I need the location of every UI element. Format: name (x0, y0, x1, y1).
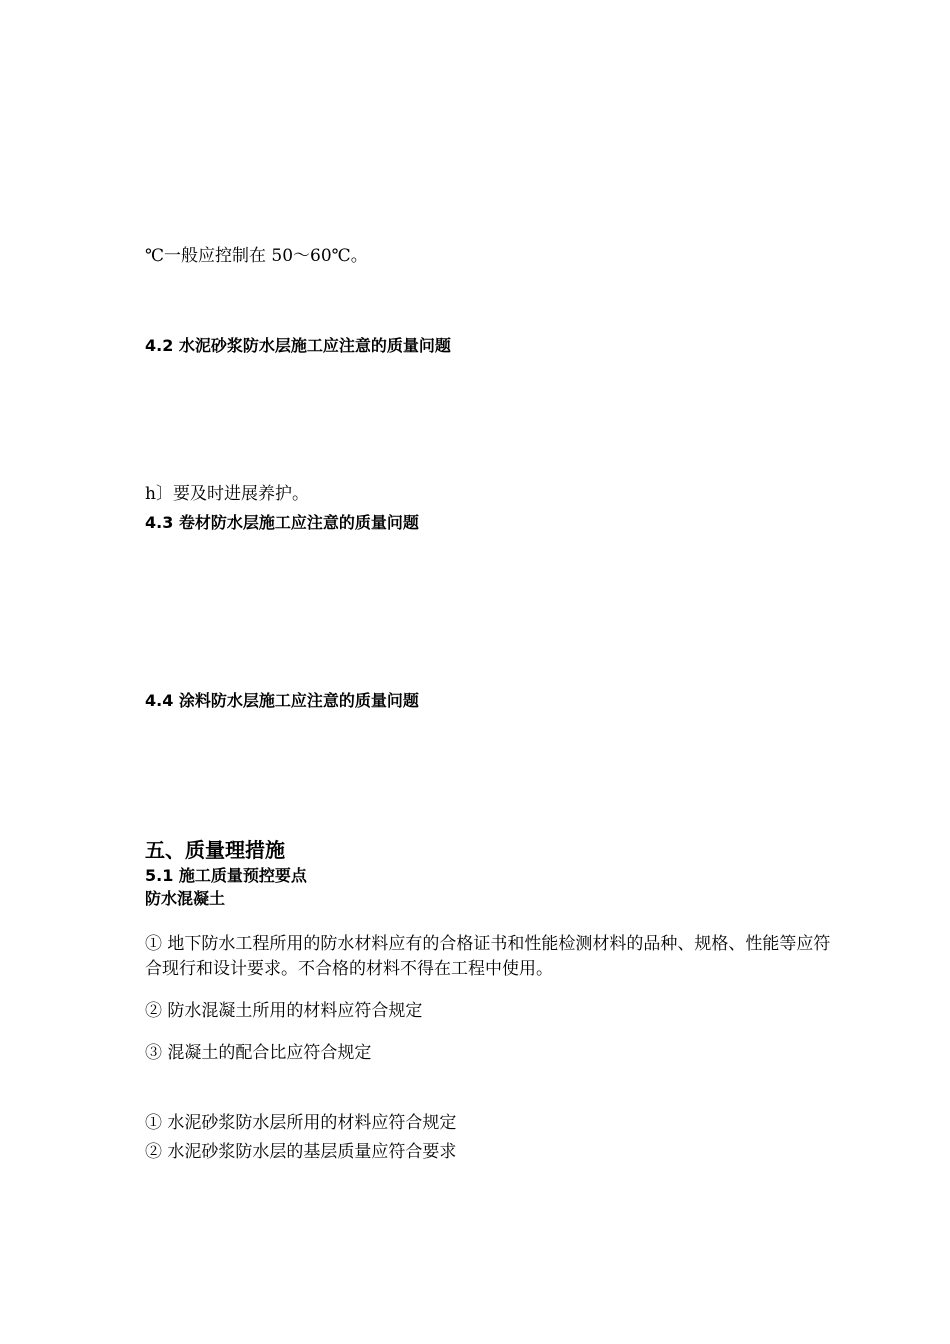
section-4-3-heading: 4.3 卷材防水层施工应注意的质量问题 (145, 513, 419, 532)
concrete-item-2: ② 防水混凝土所用的材料应符合规定 (145, 1001, 423, 1021)
section-5-1-heading: 5.1 施工质量预控要点 (145, 866, 307, 885)
item-h-text: h〕要及时进展养护。 (145, 484, 309, 504)
concrete-item-1: ① 地下防水工程所用的防水材料应有的合格证书和性能检测材料的品种、规格、性能等应符合现行和设计要求。不合格的材料不得在工程中使用。 (145, 934, 831, 979)
section-4-2-heading: 4.2 水泥砂浆防水层施工应注意的质量问题 (145, 336, 451, 355)
section-4-4-heading: 4.4 涂料防水层施工应注意的质量问题 (145, 691, 419, 710)
concrete-item-3: ③ 混凝土的配合比应符合规定 (145, 1043, 372, 1063)
temperature-control-text: ℃一般应控制在 50～60℃。 (145, 246, 368, 266)
mortar-item-1: ① 水泥砂浆防水层所用的材料应符合规定 (145, 1113, 457, 1133)
chapter-5-title: 五、质量理措施 (145, 838, 285, 862)
waterproof-concrete-subheading: 防水混凝土 (145, 889, 226, 908)
mortar-item-2: ② 水泥砂浆防水层的基层质量应符合要求 (145, 1142, 457, 1162)
